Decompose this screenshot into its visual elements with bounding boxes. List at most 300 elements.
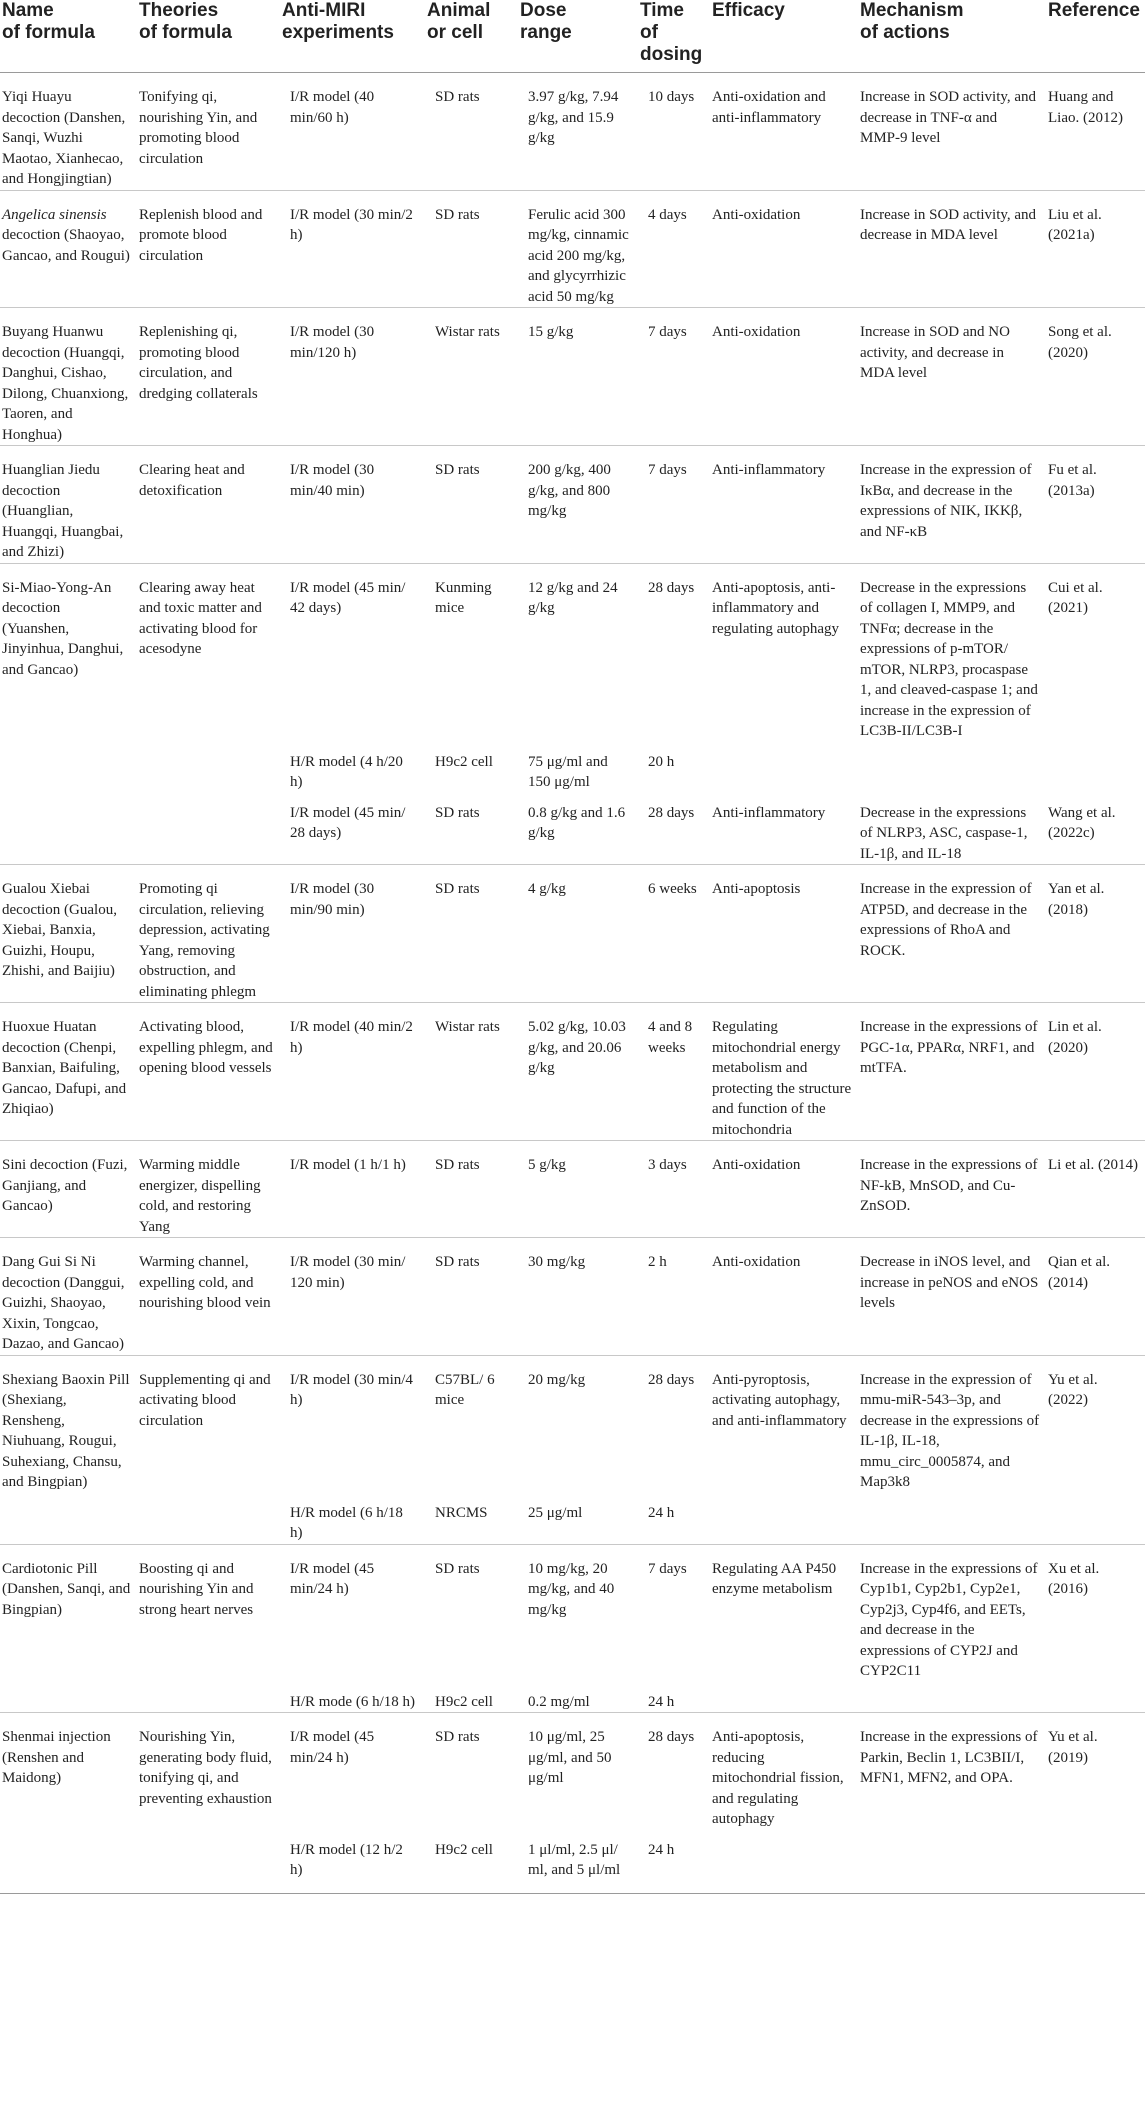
cell-text: Tonifying qi, nourishing Yin, and promoting blood circulation xyxy=(139,89,258,167)
cell-text: Increase in SOD and NO activity, and decrease in MDA level xyxy=(860,324,1010,381)
cell-reference xyxy=(1046,308,1145,446)
cell-time xyxy=(638,793,710,865)
cell-theories xyxy=(137,1141,280,1238)
header-name-of-formula: Name of formula xyxy=(0,0,137,73)
cell-text: I/R model (30 min/40 min) xyxy=(290,462,375,499)
cell-text: Nourishing Yin, generating body fluid, tonifying qi, and preventing exhaustion xyxy=(139,1729,272,1807)
cell-text: Increase in SOD activity, and decrease in TNF-α and MMP-9 level xyxy=(860,89,1037,146)
cell-reference xyxy=(1046,73,1145,191)
cell-time xyxy=(638,1713,710,1830)
cell-dose xyxy=(518,446,638,564)
cell-efficacy xyxy=(710,1493,858,1545)
cell-theories xyxy=(137,1355,280,1493)
cell-text: 0.8 g/kg and 1.6 g/kg xyxy=(528,804,626,841)
cell-text: I/R model (45 min/24 h) xyxy=(290,1560,375,1597)
cell-animal-or-cell xyxy=(425,1682,518,1713)
cell-efficacy xyxy=(710,793,858,865)
cell-name xyxy=(0,308,137,446)
cell-experiment xyxy=(280,1682,425,1713)
cell-efficacy xyxy=(710,446,858,564)
cell-dose xyxy=(518,742,638,793)
table-row xyxy=(0,190,1145,308)
cell-text: Shenmai injection (Renshen and Maidong) xyxy=(2,1729,111,1786)
cell-text: Increase in the expression of mmu-miR-543–3p, and decrease in the expressions of IL-1β, IL-18, mmu_circ_0005874, and Map3k8 xyxy=(860,1371,1040,1490)
cell-text: 2 h xyxy=(648,1254,667,1270)
cell-text: Increase in the expressions of PGC-1α, PPARα, NRF1, and mtTFA. xyxy=(860,1019,1038,1076)
cell-text: 25 μg/ml xyxy=(528,1504,583,1521)
cell-text: Anti-oxidation xyxy=(712,1157,801,1173)
cell-text: 5 g/kg xyxy=(528,1157,566,1173)
cell-theories xyxy=(137,1682,280,1713)
table-row xyxy=(0,1238,1145,1356)
cell-text: 24 h xyxy=(648,1693,675,1710)
cell-animal-or-cell xyxy=(425,73,518,191)
cell-text: Promoting qi circulation, relieving depression, activating Yang, removing obstruction, and eliminating phlegm xyxy=(139,881,270,1000)
cell-text: Buyang Huanwu decoction (Huangqi, Danghui, Cishao, Dilong, Chuanxiong, Taoren, and Honghua) xyxy=(2,324,129,443)
cell-text: 24 h xyxy=(648,1841,675,1858)
cell-experiment xyxy=(280,865,425,1003)
cell-theories xyxy=(137,742,280,793)
cell-text: Increase in the expressions of Parkin, Beclin 1, LC3BII/I, MFN1, MFN2, and OPA. xyxy=(860,1729,1038,1786)
cell-dose xyxy=(518,190,638,308)
cell-text: 15 g/kg xyxy=(528,324,574,340)
cell-efficacy xyxy=(710,308,858,446)
cell-time xyxy=(638,190,710,308)
cell-theories xyxy=(137,190,280,308)
cell-text: SD rats xyxy=(435,1254,480,1270)
cell-mechanism xyxy=(858,1355,1046,1493)
cell-text: Dang Gui Si Ni decoction (Danggui, Guizhi, Shaoyao, Xixin, Tongcao, Dazao, and Gancao) xyxy=(2,1254,125,1352)
cell-experiment xyxy=(280,1141,425,1238)
header-dose-range: Dose range xyxy=(518,0,638,73)
table-row xyxy=(0,1544,1145,1682)
cell-mechanism xyxy=(858,1141,1046,1238)
cell-mechanism xyxy=(858,742,1046,793)
table-row xyxy=(0,865,1145,1003)
cell-text: Anti-apoptosis xyxy=(712,881,801,897)
cell-text: Anti-apoptosis, reducing mitochondrial fission, and regulating autophagy xyxy=(712,1729,844,1827)
cell-experiment xyxy=(280,793,425,865)
cell-text: H9c2 cell xyxy=(435,1693,493,1710)
cell-reference xyxy=(1046,1682,1145,1713)
cell-text: NRCMS xyxy=(435,1504,488,1521)
cell-text: Huoxue Huatan decoction (Chenpi, Banxian, Baifuling, Gancao, Dafupi, and Zhiqiao) xyxy=(2,1019,127,1117)
cell-experiment xyxy=(280,1003,425,1141)
cell-name xyxy=(0,446,137,564)
cell-text: 24 h xyxy=(648,1504,675,1521)
cell-reference xyxy=(1046,1003,1145,1141)
cell-text: Warming channel, expelling cold, and nourishing blood vein xyxy=(139,1254,271,1311)
cell-text: Supplementing qi and activating blood circulation xyxy=(139,1371,271,1429)
cell-text: 7 days xyxy=(648,462,687,478)
cell-animal-or-cell xyxy=(425,1141,518,1238)
cell-dose xyxy=(518,1830,638,1894)
cell-experiment xyxy=(280,1238,425,1356)
cell-animal-or-cell xyxy=(425,1003,518,1141)
cell-text: 0.2 mg/ml xyxy=(528,1693,590,1710)
cell-dose xyxy=(518,1003,638,1141)
cell-reference xyxy=(1046,793,1145,865)
cell-animal-or-cell xyxy=(425,308,518,446)
cell-text: 7 days xyxy=(648,1560,687,1577)
cell-text: C57BL/ 6 mice xyxy=(435,1371,495,1408)
cell-experiment xyxy=(280,190,425,308)
cell-animal-or-cell xyxy=(425,1713,518,1830)
cell-name xyxy=(0,1003,137,1141)
cell-efficacy xyxy=(710,1544,858,1682)
cell-text: 28 days xyxy=(648,1371,695,1388)
table-row xyxy=(0,1713,1145,1830)
cell-text: I/R model (30 min/120 h) xyxy=(290,324,375,361)
cell-efficacy xyxy=(710,190,858,308)
cell-dose xyxy=(518,563,638,742)
table-row xyxy=(0,1682,1145,1713)
cell-efficacy xyxy=(710,1713,858,1830)
cell-animal-or-cell xyxy=(425,563,518,742)
cell-text: SD rats xyxy=(435,462,480,478)
cell-text: 10 days xyxy=(648,89,695,105)
cell-text: SD rats xyxy=(435,881,480,897)
cell-name xyxy=(0,563,137,742)
cell-text: 7 days xyxy=(648,324,687,340)
cell-text: 28 days xyxy=(648,1729,695,1745)
table-row xyxy=(0,1493,1145,1545)
cell-text: Increase in the expression of ATP5D, and decrease in the expressions of RhoA and ROCK. xyxy=(860,881,1032,959)
cell-mechanism xyxy=(858,1713,1046,1830)
cell-text: I/R model (45 min/24 h) xyxy=(290,1729,375,1766)
cell-animal-or-cell xyxy=(425,1493,518,1545)
cell-mechanism xyxy=(858,1682,1046,1713)
cell-theories xyxy=(137,308,280,446)
cell-text: Shexiang Baoxin Pill (Shexiang, Rensheng, Niuhuang, Rougui, Suhexiang, Chansu, and Bingpian) xyxy=(2,1371,130,1490)
cell-text: Lin et al. (2020) xyxy=(1048,1019,1102,1056)
cell-dose xyxy=(518,1355,638,1493)
cell-text: Increase in the expressions of NF-kB, MnSOD, and Cu-ZnSOD. xyxy=(860,1157,1038,1214)
cell-text: H/R mode (6 h/18 h) xyxy=(290,1693,415,1710)
cell-text: 28 days xyxy=(648,579,695,596)
cell-text: Fu et al. (2013a) xyxy=(1048,462,1097,499)
cell-text: Regulating AA P450 enzyme metabolism xyxy=(712,1560,837,1597)
cell-text: SD rats xyxy=(435,1560,480,1577)
cell-experiment xyxy=(280,446,425,564)
cell-text: 1 μl/ml, 2.5 μl/ ml, and 5 μl/ml xyxy=(528,1841,621,1878)
cell-text: Regulating mitochondrial energy metabolism and protecting the structure and function of the mitochondria xyxy=(712,1019,852,1138)
cell-text: 3.97 g/kg, 7.94 g/kg, and 15.9 g/kg xyxy=(528,89,619,146)
cell-mechanism xyxy=(858,793,1046,865)
cell-text: SD rats xyxy=(435,206,480,223)
cell-time xyxy=(638,1682,710,1713)
cell-dose xyxy=(518,1544,638,1682)
cell-theories xyxy=(137,1238,280,1356)
cell-text: 3 days xyxy=(648,1157,687,1173)
cell-text: Clearing away heat and toxic matter and activating blood for acesodyne xyxy=(139,579,262,657)
cell-text: H/R model (4 h/20 h) xyxy=(290,753,403,790)
cell-dose xyxy=(518,1713,638,1830)
table-row xyxy=(0,1830,1145,1894)
cell-text: Increase in the expression of IκBα, and decrease in the expressions of NIK, IKKβ, and NF-κB xyxy=(860,462,1032,540)
cell-text: 20 mg/kg xyxy=(528,1371,586,1388)
cell-name xyxy=(0,1493,137,1545)
cell-text: Anti-oxidation xyxy=(712,324,801,340)
cell-text: 75 μg/ml and 150 μg/ml xyxy=(528,753,608,790)
cell-efficacy xyxy=(710,1682,858,1713)
cell-text: 5.02 g/kg, 10.03 g/kg, and 20.06 g/kg xyxy=(528,1019,626,1076)
cell-time xyxy=(638,563,710,742)
cell-text: Kunming mice xyxy=(435,579,492,616)
cell-text: I/R model (1 h/1 h) xyxy=(290,1157,406,1173)
header-reference: Reference xyxy=(1046,0,1145,73)
cell-reference xyxy=(1046,1493,1145,1545)
cell-text: SD rats xyxy=(435,1157,480,1173)
cell-efficacy xyxy=(710,73,858,191)
cell-text: 4 g/kg xyxy=(528,881,566,897)
cell-text: Huang and Liao. (2012) xyxy=(1048,89,1123,126)
cell-name xyxy=(0,1830,137,1894)
cell-time xyxy=(638,1355,710,1493)
cell-text: 4 days xyxy=(648,206,687,223)
cell-reference xyxy=(1046,865,1145,1003)
cell-text: Song et al. (2020) xyxy=(1048,324,1112,361)
cell-theories xyxy=(137,73,280,191)
cell-animal-or-cell xyxy=(425,1830,518,1894)
cell-reference xyxy=(1046,1141,1145,1238)
cell-text: Anti-oxidation xyxy=(712,1254,801,1270)
cell-text: Qian et al. (2014) xyxy=(1048,1254,1111,1291)
cell-text: I/R model (30 min/2 h) xyxy=(290,206,413,243)
cell-dose xyxy=(518,793,638,865)
cell-dose xyxy=(518,308,638,446)
cell-animal-or-cell xyxy=(425,1238,518,1356)
table-row xyxy=(0,73,1145,191)
header-mechanism-of-actions: Mechanism of actions xyxy=(858,0,1046,73)
cell-reference xyxy=(1046,563,1145,742)
table-row xyxy=(0,742,1145,793)
cell-text: Huanglian Jiedu decoction (Huanglian, Huangqi, Huangbai, and Zhizi) xyxy=(2,462,124,560)
cell-mechanism xyxy=(858,1830,1046,1894)
cell-text: Decrease in the expressions of collagen I, MMP9, and TNFα; decrease in the expressions of p-mTOR/ mTOR, NLRP3, procaspase 1, and cleaved-caspase 1; and increase in the expression of LC3B-II/LC3B-I xyxy=(860,579,1038,739)
cell-dose xyxy=(518,1493,638,1545)
cell-name xyxy=(0,1141,137,1238)
cell-text: Anti-inflammatory xyxy=(712,804,826,821)
cell-mechanism xyxy=(858,1238,1046,1356)
cell-reference xyxy=(1046,446,1145,564)
table-row xyxy=(0,1141,1145,1238)
cell-text: SD rats xyxy=(435,1729,480,1745)
cell-text: 30 mg/kg xyxy=(528,1254,586,1270)
cell-text: Wistar rats xyxy=(435,1019,500,1035)
cell-text: Anti-oxidation and anti-inflammatory xyxy=(712,89,826,126)
cell-reference xyxy=(1046,742,1145,793)
cell-experiment xyxy=(280,1830,425,1894)
cell-mechanism xyxy=(858,446,1046,564)
cell-text: Gualou Xiebai decoction (Gualou, Xiebai, Banxia, Guizhi, Houpu, Zhishi, and Baijiu) xyxy=(2,881,117,979)
cell-text: Decrease in the expressions of NLRP3, ASC, caspase-1, IL-1β, and IL-18 xyxy=(860,804,1028,862)
cell-name xyxy=(0,1544,137,1682)
cell-text: Boosting qi and nourishing Yin and strong heart nerves xyxy=(139,1560,254,1618)
cell-animal-or-cell xyxy=(425,446,518,564)
cell-reference xyxy=(1046,1544,1145,1682)
cell-animal-or-cell xyxy=(425,742,518,793)
cell-mechanism xyxy=(858,865,1046,1003)
table-row xyxy=(0,793,1145,865)
cell-text: I/R model (30 min/90 min) xyxy=(290,881,375,918)
cell-theories xyxy=(137,446,280,564)
cell-theories xyxy=(137,865,280,1003)
cell-dose xyxy=(518,865,638,1003)
cell-theories xyxy=(137,1713,280,1830)
cell-name xyxy=(0,1713,137,1830)
cell-experiment xyxy=(280,742,425,793)
cell-reference xyxy=(1046,190,1145,308)
cell-mechanism xyxy=(858,1493,1046,1545)
cell-text: Anti-oxidation xyxy=(712,206,801,223)
cell-mechanism xyxy=(858,308,1046,446)
cell-name xyxy=(0,73,137,191)
cell-reference xyxy=(1046,1830,1145,1894)
cell-text: I/R model (30 min/ 120 min) xyxy=(290,1254,406,1291)
cell-text: 20 h xyxy=(648,753,675,770)
cell-text: Liu et al. (2021a) xyxy=(1048,206,1102,243)
cell-efficacy xyxy=(710,563,858,742)
cell-text: decoction (Shaoyao, Gancao, and Rougui) xyxy=(2,227,130,264)
cell-name xyxy=(0,793,137,865)
cell-text: Anti-apoptosis, anti-inflammatory and regulating autophagy xyxy=(712,579,840,637)
cell-mechanism xyxy=(858,563,1046,742)
cell-text: 200 g/kg, 400 g/kg, and 800 mg/kg xyxy=(528,462,611,519)
cell-text: Yan et al. (2018) xyxy=(1048,881,1105,918)
cell-text: Anti-inflammatory xyxy=(712,462,826,478)
cell-reference xyxy=(1046,1713,1145,1830)
cell-time xyxy=(638,1238,710,1356)
cell-animal-or-cell xyxy=(425,793,518,865)
cell-text: Cui et al. (2021) xyxy=(1048,579,1103,616)
cell-animal-or-cell xyxy=(425,1544,518,1682)
cell-efficacy xyxy=(710,1830,858,1894)
cell-experiment xyxy=(280,308,425,446)
header-efficacy: Efficacy xyxy=(710,0,858,73)
cell-time xyxy=(638,73,710,191)
cell-time xyxy=(638,1141,710,1238)
cell-text: Li et al. (2014) xyxy=(1048,1157,1138,1173)
cell-text: Wang et al. (2022c) xyxy=(1048,804,1116,841)
cell-text: Activating blood, expelling phlegm, and opening blood vessels xyxy=(139,1019,273,1076)
cell-text: Yiqi Huayu decoction (Danshen, Sanqi, Wuzhi Maotao, Xianhecao, and Hongjingtian) xyxy=(2,89,126,187)
cell-efficacy xyxy=(710,742,858,793)
table-row xyxy=(0,1003,1145,1141)
table-row xyxy=(0,1355,1145,1493)
cell-text: Replenish blood and promote blood circulation xyxy=(139,206,263,264)
cell-dose xyxy=(518,1238,638,1356)
header-anti-miri-experiments: Anti-MIRI experiments xyxy=(280,0,425,73)
cell-animal-or-cell xyxy=(425,1355,518,1493)
cell-text: 10 μg/ml, 25 μg/ml, and 50 μg/ml xyxy=(528,1729,612,1786)
cell-experiment xyxy=(280,1713,425,1830)
cell-theories xyxy=(137,1544,280,1682)
cell-text: Clearing heat and detoxification xyxy=(139,462,245,499)
cell-text: Wistar rats xyxy=(435,324,500,340)
cell-name xyxy=(0,1238,137,1356)
cell-experiment xyxy=(280,1355,425,1493)
cell-theories xyxy=(137,1830,280,1894)
header-time-of-dosing: Time of dosing xyxy=(638,0,710,73)
table-row xyxy=(0,308,1145,446)
cell-text: Yu et al. (2019) xyxy=(1048,1729,1098,1766)
cell-time xyxy=(638,1544,710,1682)
cell-text: 10 mg/kg, 20 mg/kg, and 40 mg/kg xyxy=(528,1560,615,1618)
cell-text: 6 weeks xyxy=(648,881,697,897)
cell-reference xyxy=(1046,1238,1145,1356)
cell-text: Cardiotonic Pill (Danshen, Sanqi, and Bingpian) xyxy=(2,1560,131,1618)
cell-mechanism xyxy=(858,190,1046,308)
cell-text: 28 days xyxy=(648,804,695,821)
cell-mechanism xyxy=(858,1544,1046,1682)
cell-efficacy xyxy=(710,1355,858,1493)
cell-experiment xyxy=(280,1544,425,1682)
cell-efficacy xyxy=(710,865,858,1003)
cell-experiment xyxy=(280,563,425,742)
cell-text: H9c2 cell xyxy=(435,753,493,770)
cell-text: Increase in the expressions of Cyp1b1, Cyp2b1, Cyp2e1, Cyp2j3, Cyp4f6, and EETs, and decrease in the expressions of CYP2J and CYP2C11 xyxy=(860,1560,1038,1679)
cell-text: Replenishing qi, promoting blood circulation, and dredging collaterals xyxy=(139,324,258,402)
cell-time xyxy=(638,1493,710,1545)
cell-text: I/R model (30 min/4 h) xyxy=(290,1371,413,1408)
cell-dose xyxy=(518,1141,638,1238)
table-body xyxy=(0,73,1145,1894)
cell-text: Xu et al. (2016) xyxy=(1048,1560,1100,1597)
cell-name xyxy=(0,742,137,793)
header-row xyxy=(0,0,1145,73)
cell-theories xyxy=(137,563,280,742)
cell-efficacy xyxy=(710,1003,858,1141)
cell-time xyxy=(638,1830,710,1894)
cell-time xyxy=(638,1003,710,1141)
cell-text: SD rats xyxy=(435,89,480,105)
cell-experiment xyxy=(280,73,425,191)
cell-theories xyxy=(137,1003,280,1141)
header-theories-of-formula: Theories of formula xyxy=(137,0,280,73)
cell-text: H9c2 cell xyxy=(435,1841,493,1858)
cell-efficacy xyxy=(710,1238,858,1356)
cell-text: Anti-pyroptosis, activating autophagy, and anti-inflammatory xyxy=(712,1371,847,1429)
cell-name xyxy=(0,190,137,308)
table-row xyxy=(0,446,1145,564)
cell-animal-or-cell xyxy=(425,190,518,308)
cell-time xyxy=(638,308,710,446)
cell-text: SD rats xyxy=(435,804,480,821)
cell-name xyxy=(0,1355,137,1493)
cell-reference xyxy=(1046,1355,1145,1493)
cell-mechanism xyxy=(858,73,1046,191)
cell-experiment xyxy=(280,1493,425,1545)
header-animal-or-cell: Animal or cell xyxy=(425,0,518,73)
cell-text: I/R model (45 min/ 42 days) xyxy=(290,579,406,616)
cell-name xyxy=(0,865,137,1003)
cell-name xyxy=(0,1682,137,1713)
cell-text: 12 g/kg and 24 g/kg xyxy=(528,579,618,616)
cell-theories xyxy=(137,1493,280,1545)
cell-dose xyxy=(518,73,638,191)
cell-text: Decrease in iNOS level, and increase in peNOS and eNOS levels xyxy=(860,1254,1039,1311)
cell-text: Ferulic acid 300 mg/kg, cinnamic acid 200 mg/kg, and glycyrrhizic acid 50 mg/kg xyxy=(528,206,629,305)
cell-text: I/R model (45 min/ 28 days) xyxy=(290,804,406,841)
cell-time xyxy=(638,865,710,1003)
cell-text: Si-Miao-Yong-An decoction (Yuanshen, Jinyinhua, Danghui, and Gancao) xyxy=(2,579,124,678)
cell-text: I/R model (40 min/2 h) xyxy=(290,1019,413,1056)
cell-mechanism xyxy=(858,1003,1046,1141)
italic-formula-name: Angelica sinensis xyxy=(2,206,107,223)
cell-animal-or-cell xyxy=(425,865,518,1003)
cell-dose xyxy=(518,1682,638,1713)
